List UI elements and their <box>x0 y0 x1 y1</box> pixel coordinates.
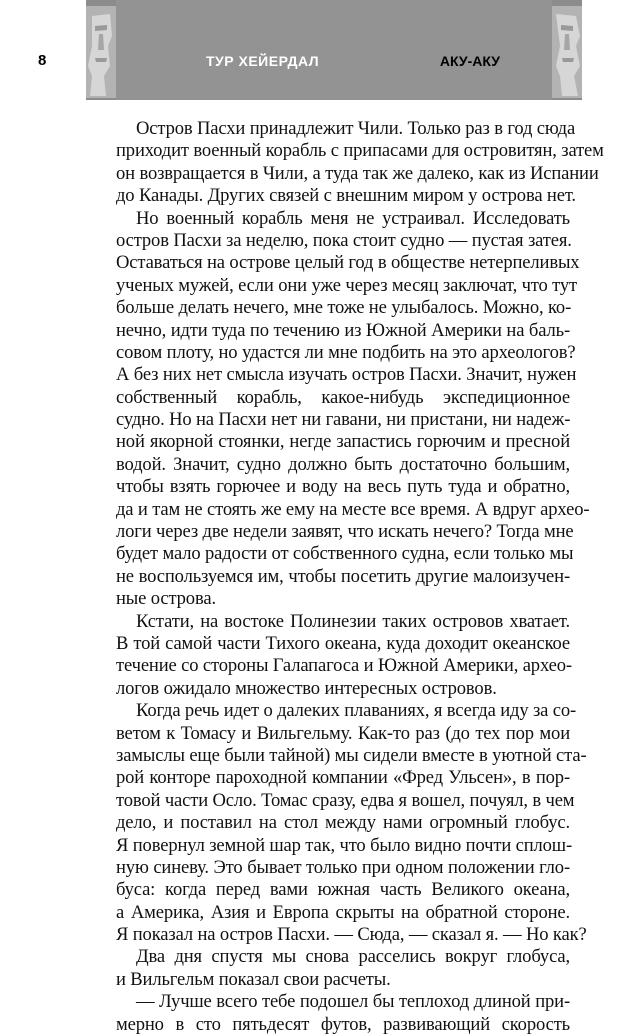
running-header-author: ТУР ХЕЙЕРДАЛ <box>206 53 320 69</box>
body-text <box>116 118 604 1036</box>
text-line: Остров Пасхи принадлежит Чили. Только раз в год сюда <box>136 118 576 139</box>
text-line: приходит военный корабль с припасами для островитян, затем <box>116 140 604 162</box>
page-number: 8 <box>38 52 47 69</box>
text-line: товой части Осло. Томас сразу, едва я вошел, почуял, в чем <box>116 789 575 811</box>
text-line: чтобы взять горючее и воду на весь путь туда и обратно, <box>116 476 570 498</box>
text-line: В той самой части Тихого океана, куда доходит океанское <box>116 632 570 654</box>
text-line: собственный корабль, какое-нибудь экспедиционное <box>116 386 570 408</box>
text-line: логов ожидало множество интересных островов. <box>116 677 497 699</box>
moai-statue-icon <box>86 6 116 98</box>
text-line: Оставаться на острове целый год в обществе нетерпеливых <box>116 252 580 274</box>
text-line: совом плоту, но удастся ли мне подбить на это археологов? <box>116 341 576 363</box>
text-line: мерно в сто пятьдесят футов, развивающий скорость <box>116 1013 570 1035</box>
text-line: А без них нет смысла изучать остров Пасхи. Значит, нужен <box>116 364 577 386</box>
text-line: Два дня спустя мы снова расселись вокруг глобуса, <box>136 946 570 968</box>
text-line: ную синеву. Это бывает только при одном положении гло- <box>116 856 570 878</box>
text-line: рой конторе пароходной компании «Фред Ульсен», в пор- <box>116 767 570 789</box>
text-line: да и там не стоять же ему на месте все время. А вдруг архео- <box>116 498 590 520</box>
text-line: Я показал на остров Пасхи. — Сюда, — сказал я. — Но как? <box>116 924 587 946</box>
text-line: — Лучше всего тебе подошел бы теплоход длиной при- <box>136 991 570 1013</box>
text-line: ветом к Томасу и Вильгельму. Как-то раз (до тех пор мои <box>116 722 570 744</box>
running-header-band <box>86 0 582 100</box>
text-line: и Вильгельм показал свои расчеты. <box>116 968 391 990</box>
text-line: Но военный корабль меня не устраивал. Исследовать <box>136 207 570 229</box>
text-line: будет мало радости от собственного судна, если только мы <box>116 543 574 565</box>
running-header-title: АКУ-АКУ <box>439 53 500 69</box>
text-line: замыслы еще были тайной) мы сидели вместе в уютной ста- <box>116 744 587 766</box>
text-line: буса: когда перед вами южная часть Великого океана, <box>116 879 570 901</box>
text-line: а Америка, Азия и Европа скрыты на обратной стороне. <box>116 901 570 923</box>
text-line: не воспользуемся им, чтобы посетить другие малоизучен- <box>116 565 570 587</box>
text-line: Кстати, на востоке Полинезии таких островов хватает. <box>136 610 570 632</box>
text-line: больше делать нечего, мне тоже не улыбалось. Можно, ко- <box>116 297 572 319</box>
text-line: дело, и поставил на стол между нами огромный глобус. <box>116 812 570 834</box>
header-band-center <box>116 0 552 100</box>
text-line: ученых мужей, если они уже через месяц заключат, что тут <box>116 274 578 296</box>
text-line: логи через две недели заявят, что искать нечего? Тогда мне <box>116 521 574 543</box>
text-line: ные острова. <box>116 588 216 610</box>
moai-statue-icon <box>552 6 582 98</box>
text-line: остров Пасхи за неделю, пока стоит судно — пустая затея. <box>116 229 572 251</box>
text-line: нечно, идти туда по течению из Южной Америки на баль- <box>116 319 570 341</box>
text-line: Я повернул земной шар так, что было видно почти сплош- <box>116 834 573 856</box>
text-line: он возвращается в Чили, а туда так же далеко, как из Испании <box>116 162 599 184</box>
text-line: течение со стороны Галапагоса и Южной Америки, архео- <box>116 655 572 677</box>
text-line: водой. Значит, судно должно быть достаточно большим, <box>116 453 570 475</box>
text-line: судно. Но на Пасхи нет ни гавани, ни пристани, ни надеж- <box>116 409 571 431</box>
text-line: ной якорной стоянки, негде запастись горючим и пресной <box>116 431 570 453</box>
text-line: Когда речь идет о далеких плаваниях, я всегда иду за со- <box>136 700 577 722</box>
text-line: до Канады. Других связей с внешним миром у острова нет. <box>116 185 576 207</box>
